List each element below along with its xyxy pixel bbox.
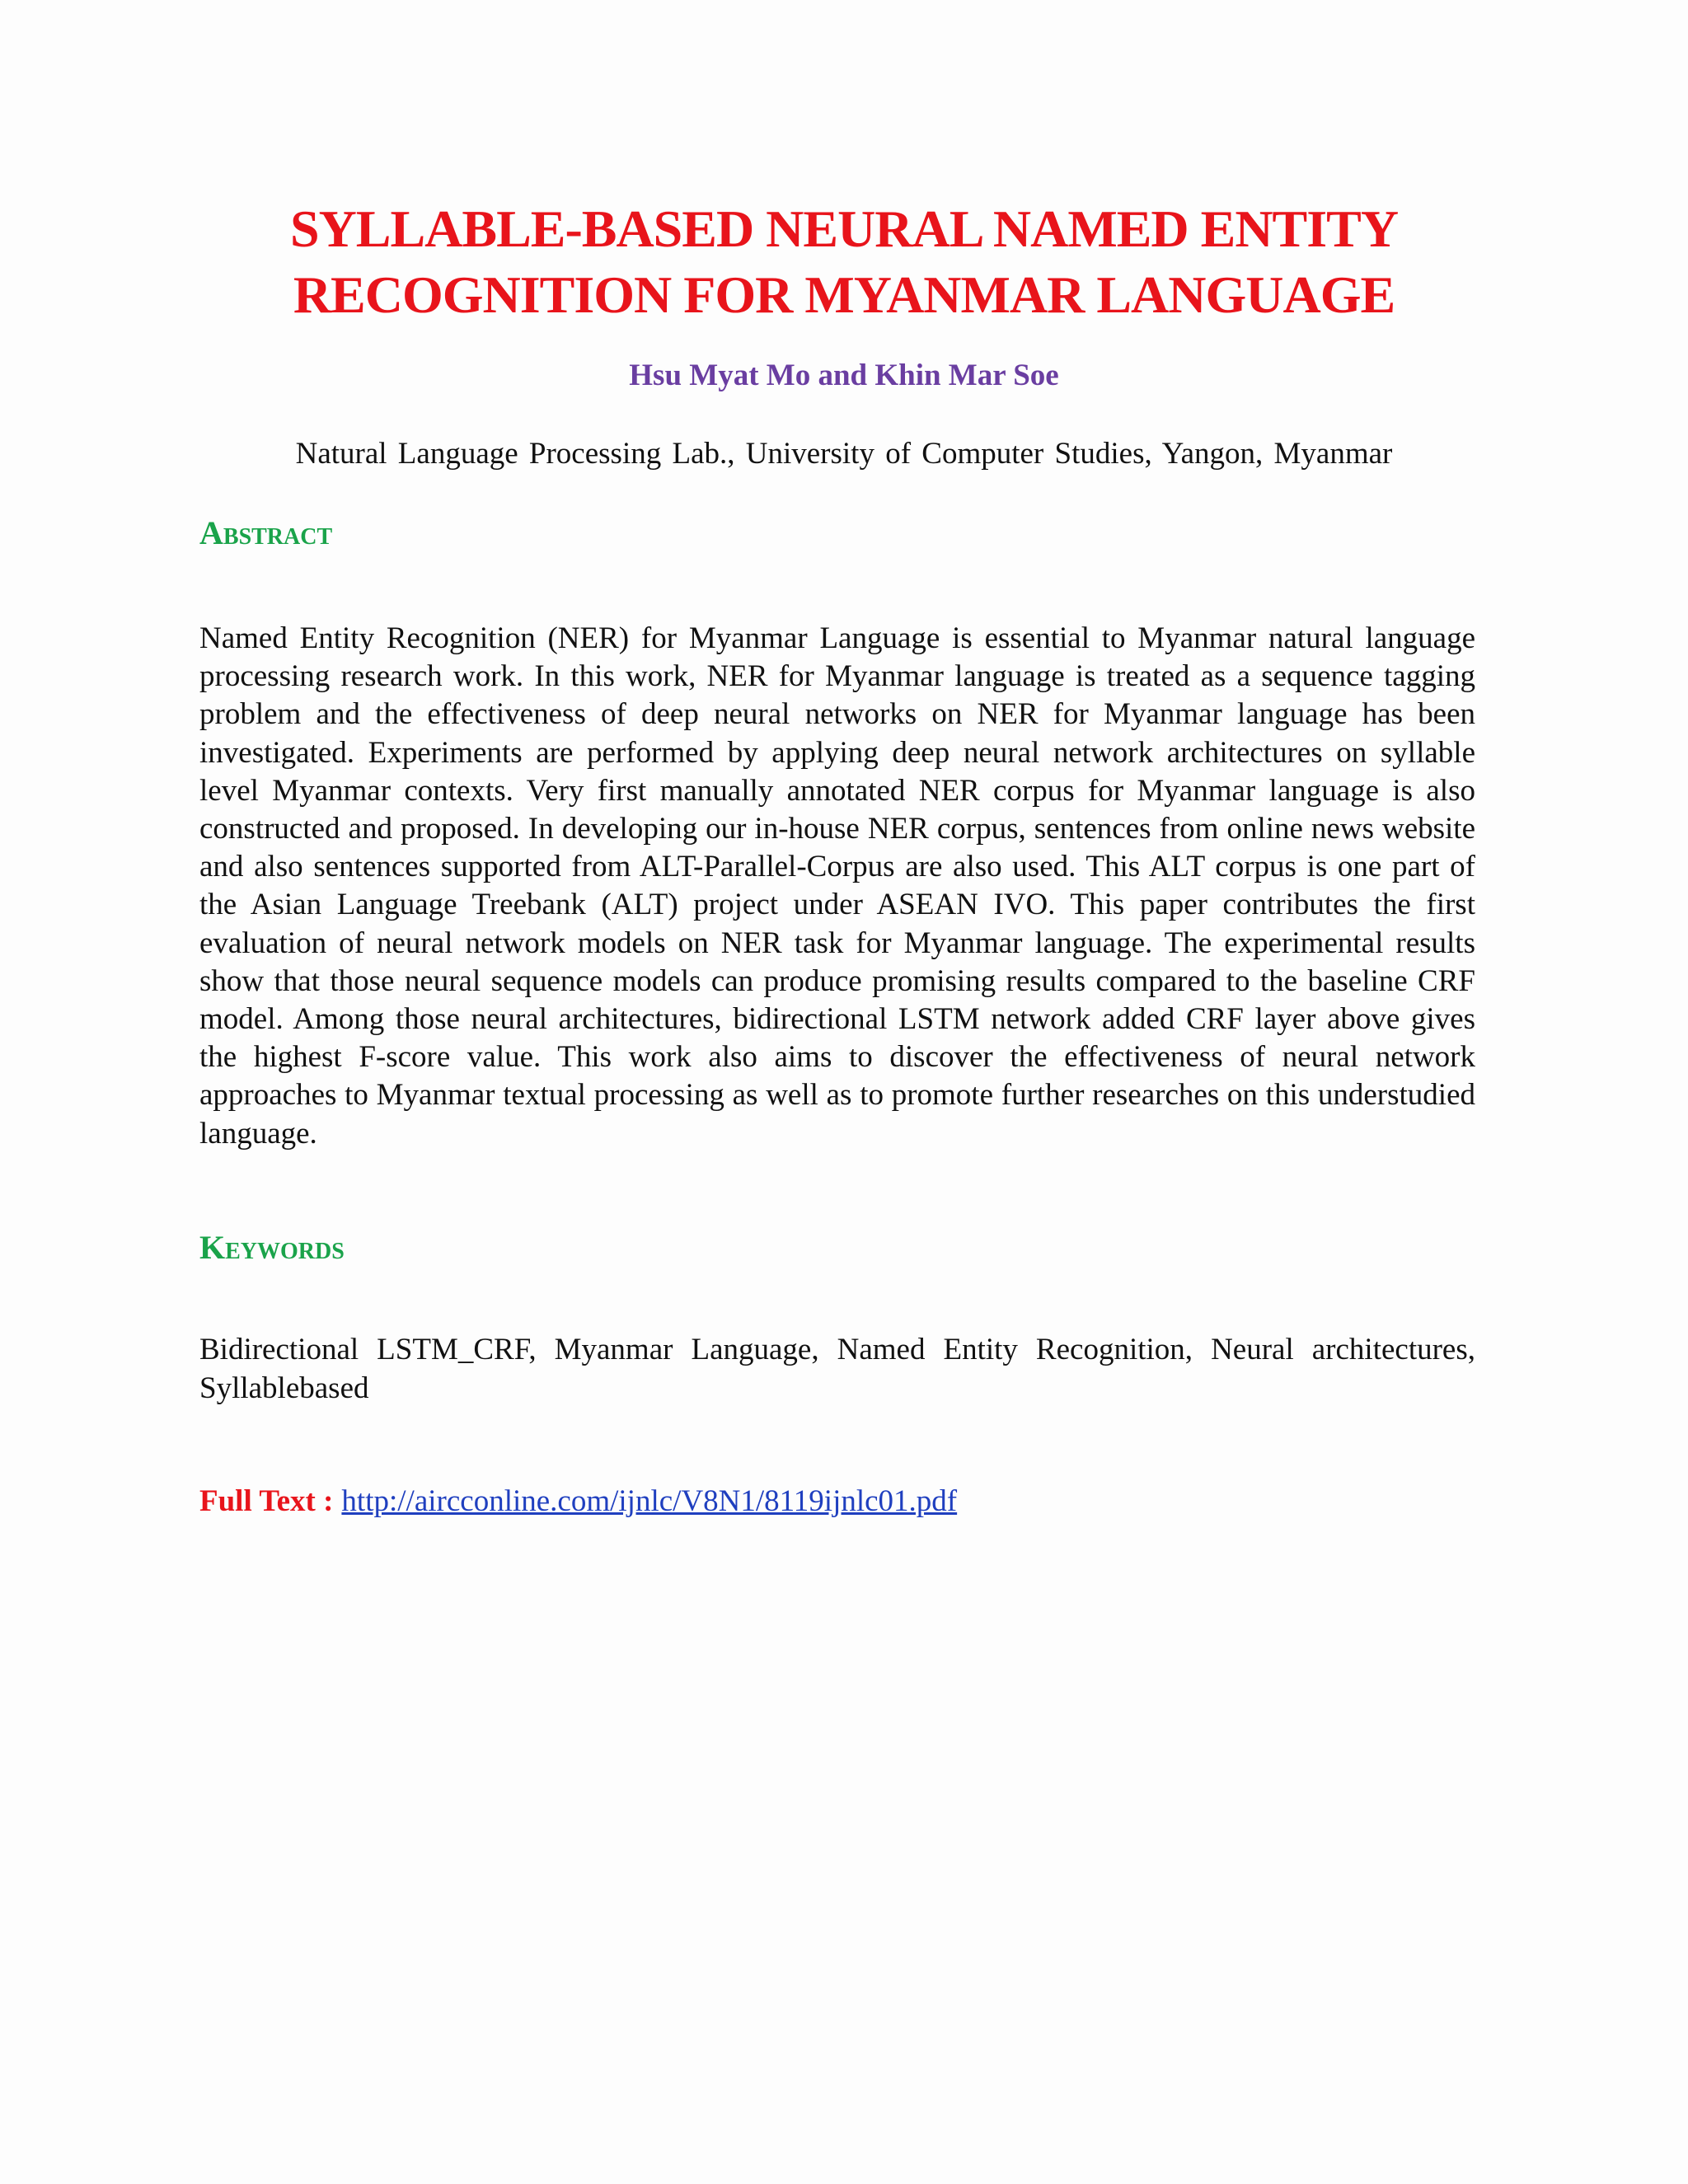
abstract-heading: Abstract [199,514,333,551]
keywords-text: Bidirectional LSTM_CRF, Myanmar Language, Named Entity Recognition, Neural architectures, Syllablebased [199,1333,1475,1405]
full-text-line [199,1482,957,1521]
full-text-link[interactable]: http://aircconline.com/ijnlc/V8N1/8119ijnlc01.pdf [341,1484,958,1518]
paper-affiliation: Natural Language Processing Lab., University of Computer Studies, Yangon, Myanmar [295,437,1393,471]
paper-title [165,196,1523,328]
keywords-heading: Keywords [199,1229,345,1266]
abstract-text: Named Entity Recognition (NER) for Myanmar Language is essential to Myanmar natural language processing research work. In this work, NER for Myanmar language is treated as a sequence tagging problem and the effectiveness of deep neural networks on NER for Myanmar language has been investigated. Experiments are performed by applying deep neural network architectures on syllable level Myanmar contexts. Very first manually annotated NER corpus for Myanmar language is also constructed and proposed. In developing our in-house NER corpus, sentences from online news website and also sentences supported from ALT-Parallel-Corpus are also used. This ALT corpus is one part of the Asian Language Treebank (ALT) project under ASEAN IVO. This paper contributes the first evaluation of neural network models on NER task for Myanmar language. The experimental results show that those neural sequence models can produce promising results compared to the baseline CRF model. Among those neural architectures, bidirectional LSTM network added CRF layer above gives the highest F-score value. This work also aims to discover the effectiveness of neural network approaches to Myanmar textual processing as well as to promote further researches on this understudied language. [199,621,1475,1151]
paper-title-line-1: SYLLABLE-BASED NEURAL NAMED ENTITY [289,199,1399,258]
paper-authors: Hsu Myat Mo and Khin Mar Soe [629,359,1059,392]
full-text-label: Full Text : [199,1484,334,1518]
paper-title-line-2: RECOGNITION FOR MYANMAR LANGUAGE [293,265,1395,324]
